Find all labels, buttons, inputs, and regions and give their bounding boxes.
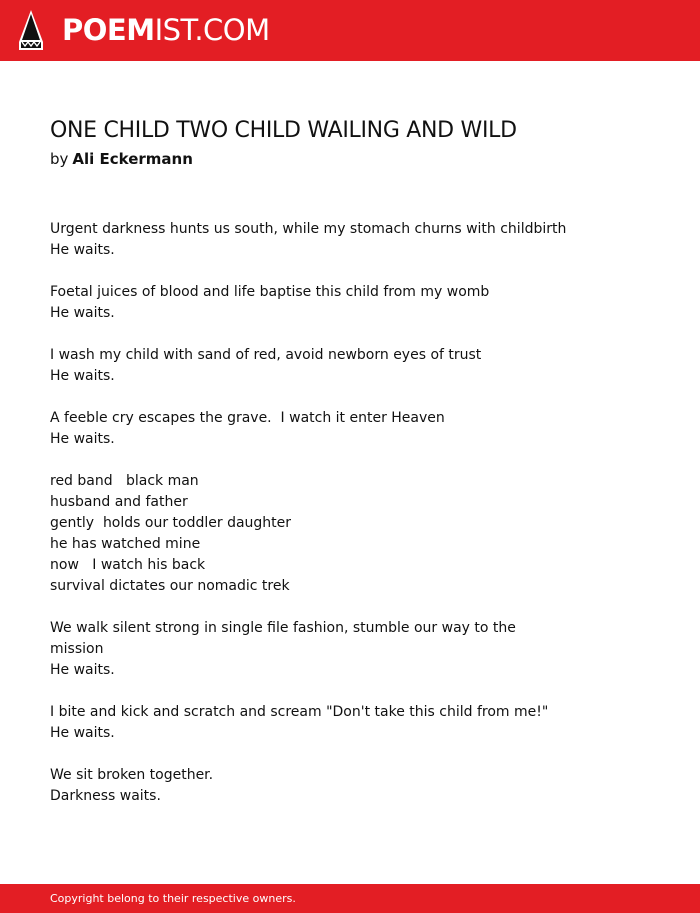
poem-line: husband and father — [50, 494, 188, 510]
logo-thin-text: IST.COM — [154, 13, 270, 47]
poem-line: gently holds our toddler daughter — [50, 515, 292, 531]
poem-line: He waits. — [50, 368, 115, 384]
poem-stanza — [50, 702, 650, 744]
pen-nib-icon — [18, 9, 44, 51]
poem-line: He waits. — [50, 662, 115, 678]
author-name: Ali Eckermann — [72, 150, 193, 168]
poem-line: Urgent darkness hunts us south, while my stomach churns with childbirth — [50, 221, 567, 237]
site-logo[interactable] — [62, 12, 270, 48]
poem-stanza — [50, 219, 650, 261]
poem-line: I bite and kick and scratch and scream "Don't take this child from me!" — [50, 704, 549, 720]
poem-title: ONE CHILD TWO CHILD WAILING AND WILD — [50, 118, 517, 143]
poem-line: Foetal juices of blood and life baptise this child from my womb — [50, 284, 490, 300]
poem-line: survival dictates our nomadic trek — [50, 578, 290, 594]
site-footer — [0, 884, 700, 913]
poem-line: He waits. — [50, 431, 115, 447]
poem-stanza — [50, 471, 650, 597]
site-header — [0, 0, 700, 61]
poem-line: We walk silent strong in single file fashion, stumble our way to the — [50, 620, 516, 636]
poem-line: mission — [50, 641, 104, 657]
poem-line: He waits. — [50, 305, 115, 321]
poem-line: Darkness waits. — [50, 788, 161, 804]
poem-line: He waits. — [50, 242, 115, 258]
copyright-text: Copyright belong to their respective owners. — [50, 892, 296, 905]
poem-stanza — [50, 618, 650, 681]
poem-stanza — [50, 282, 650, 324]
poem-line: He waits. — [50, 725, 115, 741]
byline — [50, 149, 193, 169]
poem-line: red band black man — [50, 473, 199, 489]
poem-line: We sit broken together. — [50, 767, 214, 783]
poem-body — [50, 219, 650, 828]
poem-line: A feeble cry escapes the grave. I watch it enter Heaven — [50, 410, 445, 426]
poem-line: I wash my child with sand of red, avoid newborn eyes of trust — [50, 347, 482, 363]
poem-stanza — [50, 765, 650, 807]
poem-line: he has watched mine — [50, 536, 201, 552]
by-label: by — [50, 150, 69, 168]
logo-bold-text: POEM — [62, 13, 155, 47]
poem-stanza — [50, 345, 650, 387]
poem-line: now I watch his back — [50, 557, 206, 573]
poem-stanza — [50, 408, 650, 450]
